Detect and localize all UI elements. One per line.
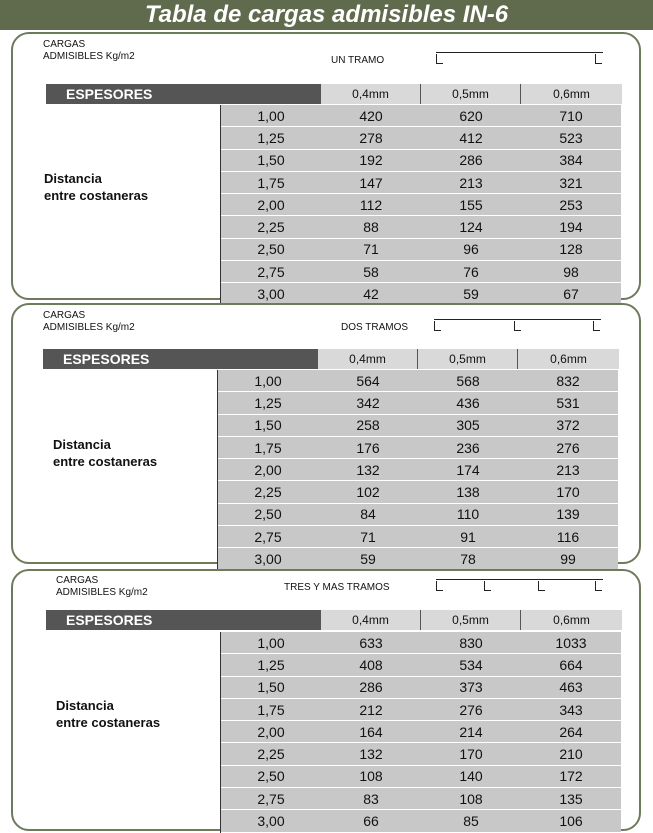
load-cell: 132 (359, 746, 383, 763)
load-cell: 832 (556, 372, 580, 389)
load-cell: 85 (463, 813, 479, 830)
load-cell: 58 (363, 263, 379, 280)
distancia-line2: entre costaneras (44, 188, 149, 203)
load-cell: 108 (459, 790, 483, 807)
column-header: 0,4mm (320, 84, 420, 104)
table-row (221, 283, 621, 304)
distance-cell: 1,50 (254, 417, 282, 434)
distance-cell: 1,25 (257, 129, 285, 146)
load-cell: 531 (556, 394, 580, 411)
load-cell: 164 (359, 723, 383, 740)
beam-diagram (436, 579, 603, 590)
table-row (221, 699, 621, 720)
distance-cell: 2,75 (257, 790, 285, 807)
title-bar (0, 0, 653, 30)
load-cell: 96 (463, 241, 479, 258)
load-cell: 132 (356, 461, 380, 478)
cargas-line1: CARGAS (43, 310, 86, 321)
load-cell: 212 (359, 701, 383, 718)
load-cell: 830 (459, 634, 483, 651)
cargas-label (43, 310, 135, 334)
load-cell: 98 (563, 263, 579, 280)
distance-cell: 1,00 (254, 372, 282, 389)
load-cell: 99 (560, 551, 576, 568)
load-cell: 286 (359, 679, 383, 696)
load-cell: 276 (459, 701, 483, 718)
column-header: 0,6mm (520, 84, 622, 104)
load-cell: 42 (363, 286, 379, 303)
distance-cell: 3,00 (257, 813, 285, 830)
cargas-line2: ADMISIBLES Kg/m2 (56, 587, 148, 598)
table-body (217, 370, 618, 571)
cargas-label (43, 39, 135, 63)
table-header (43, 349, 619, 369)
distance-cell: 2,25 (257, 746, 285, 763)
load-cell: 67 (563, 286, 579, 303)
table-row (221, 127, 621, 148)
table-row (221, 743, 621, 764)
load-cell: 264 (559, 723, 583, 740)
load-cell: 128 (559, 241, 583, 258)
load-cell: 420 (359, 107, 383, 124)
load-cell: 192 (359, 152, 383, 169)
load-cell: 66 (363, 813, 379, 830)
load-cell: 384 (559, 152, 583, 169)
espesores-label: ESPESORES (63, 351, 150, 367)
distance-cell: 1,75 (257, 701, 285, 718)
load-cell: 139 (556, 506, 580, 523)
load-cell: 78 (460, 551, 476, 568)
distancia-line1: Distancia (44, 171, 102, 186)
load-cell: 258 (356, 417, 380, 434)
load-cell: 343 (559, 701, 583, 718)
support-icon (484, 581, 491, 591)
load-cell: 305 (456, 417, 480, 434)
load-cell: 71 (360, 528, 376, 545)
load-cell: 534 (459, 656, 483, 673)
load-cell: 373 (459, 679, 483, 696)
distance-cell: 1,25 (254, 394, 282, 411)
load-cell: 620 (459, 107, 483, 124)
support-icon (434, 321, 441, 331)
espesores-label: ESPESORES (66, 612, 153, 628)
table-row (221, 721, 621, 742)
table-row (221, 239, 621, 260)
load-cell: 155 (459, 196, 483, 213)
load-cell: 278 (359, 129, 383, 146)
load-cell: 372 (556, 417, 580, 434)
distance-cell: 1,25 (257, 656, 285, 673)
load-cell: 170 (556, 484, 580, 501)
column-header: 0,4mm (317, 349, 417, 369)
support-icon (538, 581, 545, 591)
distance-cell: 1,00 (257, 107, 285, 124)
load-cell: 170 (459, 746, 483, 763)
table-row (221, 105, 621, 126)
support-icon (436, 54, 443, 64)
distance-cell: 2,25 (257, 219, 285, 236)
support-icon (595, 581, 602, 591)
table-row (218, 504, 618, 525)
load-cell: 523 (559, 129, 583, 146)
tramo-label: UN TRAMO (331, 55, 385, 66)
load-cell: 342 (356, 394, 380, 411)
column-header: 0,5mm (417, 349, 517, 369)
distancia-line1: Distancia (56, 698, 114, 713)
load-cell: 106 (559, 813, 583, 830)
load-cell: 253 (559, 196, 583, 213)
cargas-line2: ADMISIBLES Kg/m2 (43, 322, 135, 333)
table-row (221, 632, 621, 653)
table-row (218, 392, 618, 413)
load-cell: 194 (559, 219, 583, 236)
table-row (221, 172, 621, 193)
table-row (221, 677, 621, 698)
table-row (218, 548, 618, 569)
page-title: Tabla de cargas admisibles IN-6 (144, 1, 509, 28)
distancia-line2: entre costaneras (53, 454, 158, 469)
tramo-label: TRES Y MAS TRAMOS (284, 582, 390, 593)
load-cell: 213 (459, 174, 483, 191)
distance-cell: 2,75 (254, 528, 282, 545)
load-cell: 124 (459, 219, 483, 236)
load-cell: 135 (559, 790, 583, 807)
distance-cell: 1,75 (254, 439, 282, 456)
distancia-label (56, 697, 160, 731)
table-row (221, 766, 621, 787)
table-header (46, 610, 622, 630)
column-header: 0,4mm (320, 610, 420, 630)
load-cell: 568 (456, 372, 480, 389)
load-cell: 463 (559, 679, 583, 696)
table-row (218, 481, 618, 502)
tramo-label: DOS TRAMOS (341, 322, 409, 333)
load-cell: 321 (559, 174, 583, 191)
distance-cell: 3,00 (257, 286, 285, 303)
load-cell: 108 (359, 768, 383, 785)
load-cell: 112 (359, 196, 383, 213)
load-cell: 88 (363, 219, 379, 236)
load-cell: 436 (456, 394, 480, 411)
beam-diagram (436, 52, 603, 63)
load-cell: 102 (356, 484, 380, 501)
distance-cell: 1,50 (257, 152, 285, 169)
load-cell: 214 (459, 723, 483, 740)
espesores-label: ESPESORES (66, 86, 153, 102)
distance-cell: 2,00 (257, 723, 285, 740)
load-cell: 408 (359, 656, 383, 673)
cargas-label (56, 575, 148, 599)
table-row (221, 216, 621, 237)
header-blank (217, 349, 317, 369)
load-cell: 236 (456, 439, 480, 456)
support-icon (593, 321, 600, 331)
table-row (218, 370, 618, 391)
load-cell: 172 (559, 768, 583, 785)
load-cell: 1033 (555, 634, 587, 651)
distancia-line1: Distancia (53, 437, 111, 452)
distance-cell: 1,75 (257, 174, 285, 191)
column-header: 0,5mm (420, 610, 520, 630)
load-cell: 286 (459, 152, 483, 169)
load-cell: 76 (463, 263, 479, 280)
load-cell: 664 (559, 656, 583, 673)
cargas-line2: ADMISIBLES Kg/m2 (43, 51, 135, 62)
load-cell: 83 (363, 790, 379, 807)
distance-cell: 2,25 (254, 484, 282, 501)
load-cell: 633 (359, 634, 383, 651)
load-cell: 138 (456, 484, 480, 501)
load-cell: 91 (460, 528, 476, 545)
distance-cell: 2,00 (257, 196, 285, 213)
distance-cell: 1,00 (257, 634, 285, 651)
load-cell: 140 (459, 768, 483, 785)
load-cell: 59 (360, 551, 376, 568)
distance-cell: 2,75 (257, 263, 285, 280)
load-cell: 176 (356, 439, 380, 456)
table-row (221, 261, 621, 282)
table-row (218, 415, 618, 436)
header-blank (220, 84, 320, 104)
table-row (221, 810, 621, 831)
load-cell: 174 (456, 461, 480, 478)
table-row (218, 459, 618, 480)
cargas-line1: CARGAS (56, 575, 99, 586)
support-icon (595, 54, 602, 64)
distance-cell: 3,00 (254, 551, 282, 568)
load-cell: 110 (456, 506, 480, 523)
column-header: 0,6mm (517, 349, 619, 369)
load-cell: 213 (556, 461, 580, 478)
distance-cell: 2,50 (257, 241, 285, 258)
load-cell: 710 (559, 107, 583, 124)
column-header: 0,6mm (520, 610, 622, 630)
table-body (220, 632, 621, 833)
column-header: 0,5mm (420, 84, 520, 104)
load-cell: 59 (463, 286, 479, 303)
load-cell: 210 (559, 746, 583, 763)
table-row (221, 654, 621, 675)
distancia-label (44, 170, 148, 204)
load-cell: 276 (556, 439, 580, 456)
cargas-line1: CARGAS (43, 39, 86, 50)
load-cell: 412 (459, 129, 483, 146)
table-row (221, 194, 621, 215)
distance-cell: 2,50 (257, 768, 285, 785)
support-icon (436, 581, 443, 591)
table-body (220, 105, 621, 306)
distance-cell: 1,50 (257, 679, 285, 696)
header-blank (220, 610, 320, 630)
table-header (46, 84, 622, 104)
table-row (218, 437, 618, 458)
load-cell: 71 (363, 241, 379, 258)
load-cell: 116 (556, 528, 580, 545)
load-cell: 564 (356, 372, 380, 389)
load-cell: 147 (359, 174, 383, 191)
table-row (218, 526, 618, 547)
distance-cell: 2,00 (254, 461, 282, 478)
distancia-label (53, 436, 157, 470)
support-icon (514, 321, 521, 331)
distance-cell: 2,50 (254, 506, 282, 523)
load-cell: 84 (360, 506, 376, 523)
table-row (221, 788, 621, 809)
distancia-line2: entre costaneras (56, 715, 161, 730)
table-row (221, 150, 621, 171)
